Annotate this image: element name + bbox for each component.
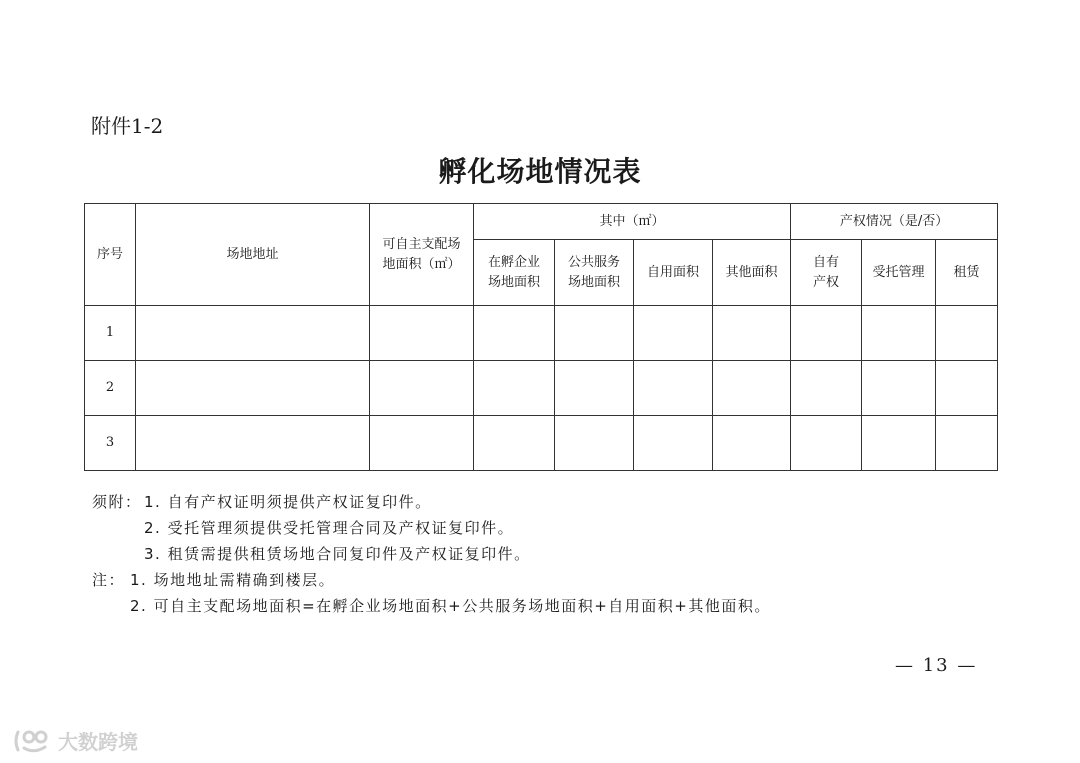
cell-other-area: [713, 361, 791, 416]
cell-address: [136, 361, 370, 416]
page-number: — 13 —: [895, 655, 978, 676]
cell-self-use-area: [634, 361, 713, 416]
cell-incubating-area: [474, 361, 555, 416]
cell-public-service-area: [555, 416, 634, 471]
requirement-2-text: 2. 受托管理须提供受托管理合同及产权证复印件。: [144, 519, 515, 537]
header-incubating-area: [474, 240, 555, 306]
cell-lease: [936, 361, 998, 416]
table-row: [85, 416, 998, 471]
attachment-label: 附件1-2: [91, 114, 164, 138]
cell-address: [136, 416, 370, 471]
requirement-2: [92, 515, 771, 541]
cell-incubating-area: [474, 416, 555, 471]
header-public-service-area-line2: 场地面积: [567, 274, 620, 290]
incubation-site-table: [84, 203, 998, 471]
cell-entrusted-management: [862, 306, 936, 361]
header-other-area: 其他面积: [713, 240, 791, 306]
table-row: [85, 306, 998, 361]
cell-self-use-area: [634, 306, 713, 361]
cell-lease: [936, 306, 998, 361]
header-seq: 序号: [85, 204, 136, 306]
cell-owned-property: [791, 361, 862, 416]
note-2-text: 2. 可自主支配场地面积=在孵企业场地面积+公共服务场地面积+自用面积+其他面积。: [130, 597, 771, 615]
note-2: [92, 593, 771, 619]
requirement-3: [92, 541, 771, 567]
watermark: [12, 726, 138, 755]
note-1: [92, 567, 771, 593]
header-incubating-area-line2: 场地面积: [487, 274, 540, 290]
header-owned-property-line1: 自有: [813, 254, 840, 270]
cell-other-area: [713, 416, 791, 471]
header-disposable-area: [370, 204, 474, 306]
header-owned-property: [791, 240, 862, 306]
cell-other-area: [713, 306, 791, 361]
page-title: 孵化场地情况表: [438, 155, 642, 188]
cell-disposable-area: [370, 416, 474, 471]
cell-public-service-area: [555, 306, 634, 361]
watermark-text: 大数跨境: [58, 730, 138, 754]
cell-address: [136, 306, 370, 361]
requirement-3-text: 3. 租赁需提供租赁场地合同复印件及产权证复印件。: [144, 545, 531, 563]
header-group-ownership: 产权情况（是/否）: [791, 204, 998, 240]
header-entrusted-management: 受托管理: [862, 240, 936, 306]
header-address: 场地地址: [136, 204, 370, 306]
note-label: 注：: [92, 571, 126, 589]
header-disposable-area-line2: 地面积（㎡）: [382, 256, 461, 272]
table-row: [85, 361, 998, 416]
header-group-of-which: 其中（㎡）: [474, 204, 791, 240]
cell-disposable-area: [370, 306, 474, 361]
row-number: 1: [85, 306, 136, 361]
cell-lease: [936, 416, 998, 471]
cell-entrusted-management: [862, 361, 936, 416]
header-self-use-area: 自用面积: [634, 240, 713, 306]
row-number: 3: [85, 416, 136, 471]
requirement-1: [92, 489, 771, 515]
cell-owned-property: [791, 416, 862, 471]
note-1-text: 1. 场地地址需精确到楼层。: [130, 571, 336, 589]
cell-self-use-area: [634, 416, 713, 471]
requirement-label: 须附：: [92, 493, 142, 511]
cell-disposable-area: [370, 361, 474, 416]
header-disposable-area-line1: 可自主支配场: [382, 236, 461, 252]
requirement-1-text: 1. 自有产权证明须提供产权证复印件。: [144, 493, 432, 511]
header-public-service-area: [555, 240, 634, 306]
notes-section: [92, 489, 771, 619]
cell-incubating-area: [474, 306, 555, 361]
cell-owned-property: [791, 306, 862, 361]
row-number: 2: [85, 361, 136, 416]
header-public-service-area-line1: 公共服务: [567, 254, 620, 270]
header-lease: 租赁: [936, 240, 998, 306]
watermark-logo-icon: [12, 728, 52, 754]
header-incubating-area-line1: 在孵企业: [487, 254, 540, 270]
header-owned-property-line2: 产权: [813, 274, 840, 290]
cell-public-service-area: [555, 361, 634, 416]
cell-entrusted-management: [862, 416, 936, 471]
